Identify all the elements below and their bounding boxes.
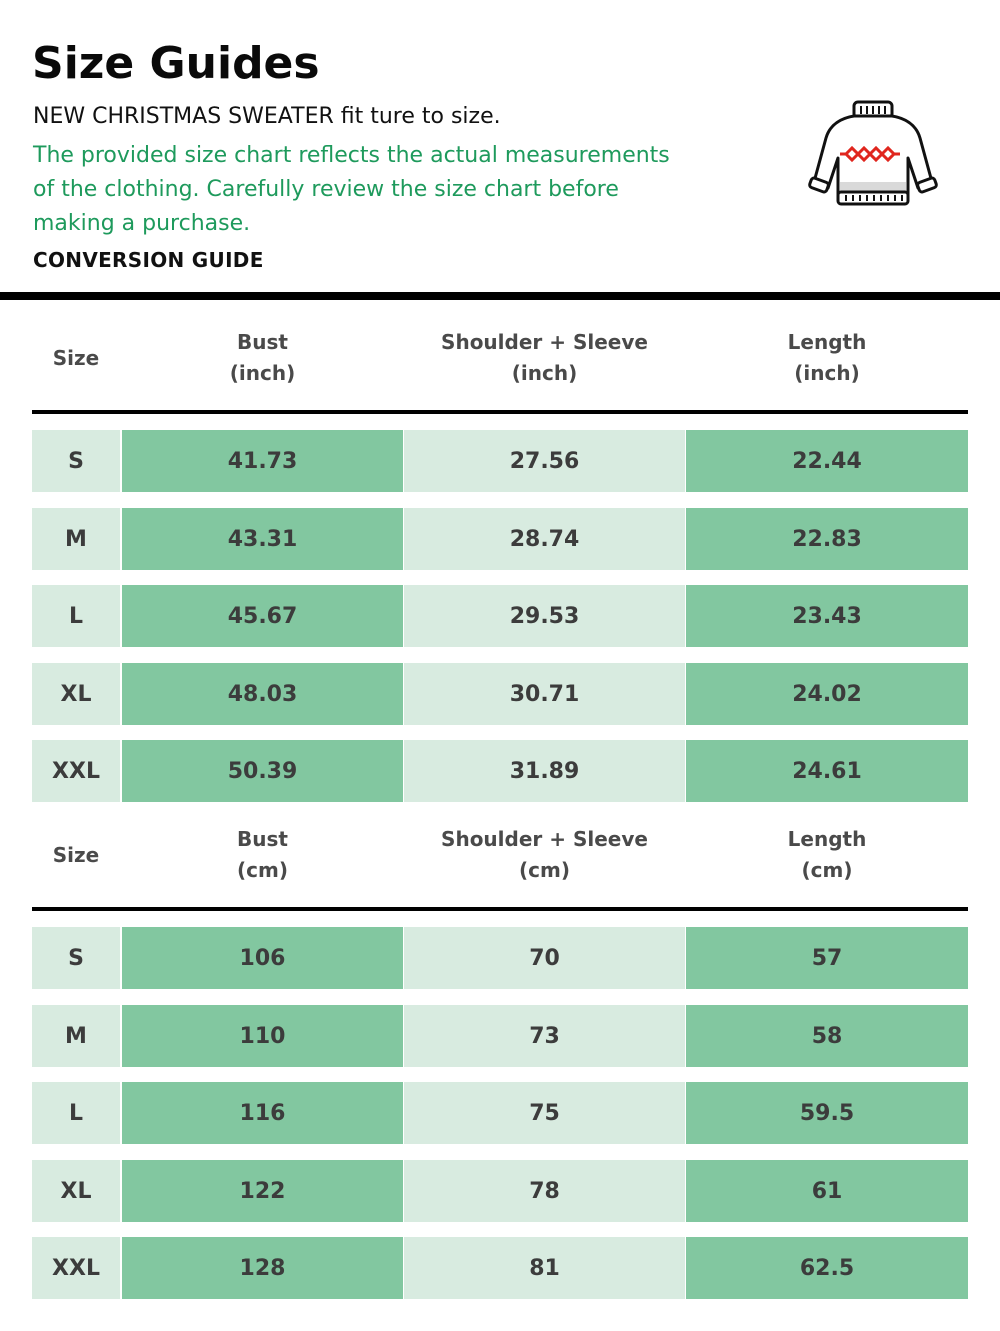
table-row [32,1082,968,1144]
cell-bust: 110 [122,1005,403,1067]
header-underline [32,907,968,911]
page-title: Size Guides [32,38,320,89]
table-row [32,663,968,725]
header-length: Length (inch) [787,330,867,385]
cell-bust: 41.73 [122,430,403,492]
cell-length: 62.5 [686,1237,968,1299]
cell-bust: 106 [122,927,403,989]
cell-length: 59.5 [686,1082,968,1144]
christmas-sweater-icon [806,98,940,210]
cell-length: 24.02 [686,663,968,725]
cell-length: 61 [686,1160,968,1222]
cell-size: XL [32,1160,120,1222]
cell-length: 57 [686,927,968,989]
cell-size: XL [32,663,120,725]
table-row [32,1160,968,1222]
cell-length: 22.83 [686,508,968,570]
cell-bust: 116 [122,1082,403,1144]
table-row [32,927,968,989]
size-table-cm [32,815,968,1305]
header-shoulder-sleeve: Shoulder + Sleeve (cm) [441,827,648,882]
cell-bust: 50.39 [122,740,403,802]
conversion-guide-label: CONVERSION GUIDE [33,248,264,272]
cell-bust: 48.03 [122,663,403,725]
size-note-line: The provided size chart reflects the actual measurements [33,143,670,168]
cell-bust: 122 [122,1160,403,1222]
cell-shoulder-sleeve: 30.71 [404,663,685,725]
cell-size: L [32,585,120,647]
table-header [32,815,968,895]
cell-shoulder-sleeve: 70 [404,927,685,989]
size-note-line: making a purchase. [33,211,251,236]
table-row [32,508,968,570]
header-bust: Bust (inch) [229,330,296,385]
header-underline [32,410,968,414]
table-row [32,740,968,802]
size-table-inch [32,318,968,808]
cell-shoulder-sleeve: 73 [404,1005,685,1067]
cell-shoulder-sleeve: 75 [404,1082,685,1144]
header-size: Size [52,842,100,867]
cell-size: M [32,1005,120,1067]
size-note-line: of the clothing. Carefully review the size chart before [33,177,619,202]
table-row [32,1005,968,1067]
cell-length: 58 [686,1005,968,1067]
cell-size: L [32,1082,120,1144]
subtitle: NEW CHRISTMAS SWEATER fit ture to size. [33,104,501,129]
header-divider [0,292,1000,300]
cell-shoulder-sleeve: 27.56 [404,430,685,492]
cell-bust: 45.67 [122,585,403,647]
header [0,0,1000,292]
cell-size: S [32,927,120,989]
cell-shoulder-sleeve: 29.53 [404,585,685,647]
cell-shoulder-sleeve: 31.89 [404,740,685,802]
cell-shoulder-sleeve: 28.74 [404,508,685,570]
cell-bust: 128 [122,1237,403,1299]
header-size: Size [52,345,100,370]
header-length: Length (cm) [787,827,867,882]
header-bust: Bust (cm) [237,827,288,882]
header-shoulder-sleeve: Shoulder + Sleeve (inch) [441,330,648,385]
cell-size: S [32,430,120,492]
cell-size: M [32,508,120,570]
cell-bust: 43.31 [122,508,403,570]
cell-length: 22.44 [686,430,968,492]
cell-length: 23.43 [686,585,968,647]
cell-shoulder-sleeve: 81 [404,1237,685,1299]
cell-shoulder-sleeve: 78 [404,1160,685,1222]
cell-length: 24.61 [686,740,968,802]
table-row [32,430,968,492]
table-row [32,585,968,647]
size-note [33,139,713,241]
table-row [32,1237,968,1299]
cell-size: XXL [32,740,120,802]
cell-size: XXL [32,1237,120,1299]
table-header [32,318,968,398]
